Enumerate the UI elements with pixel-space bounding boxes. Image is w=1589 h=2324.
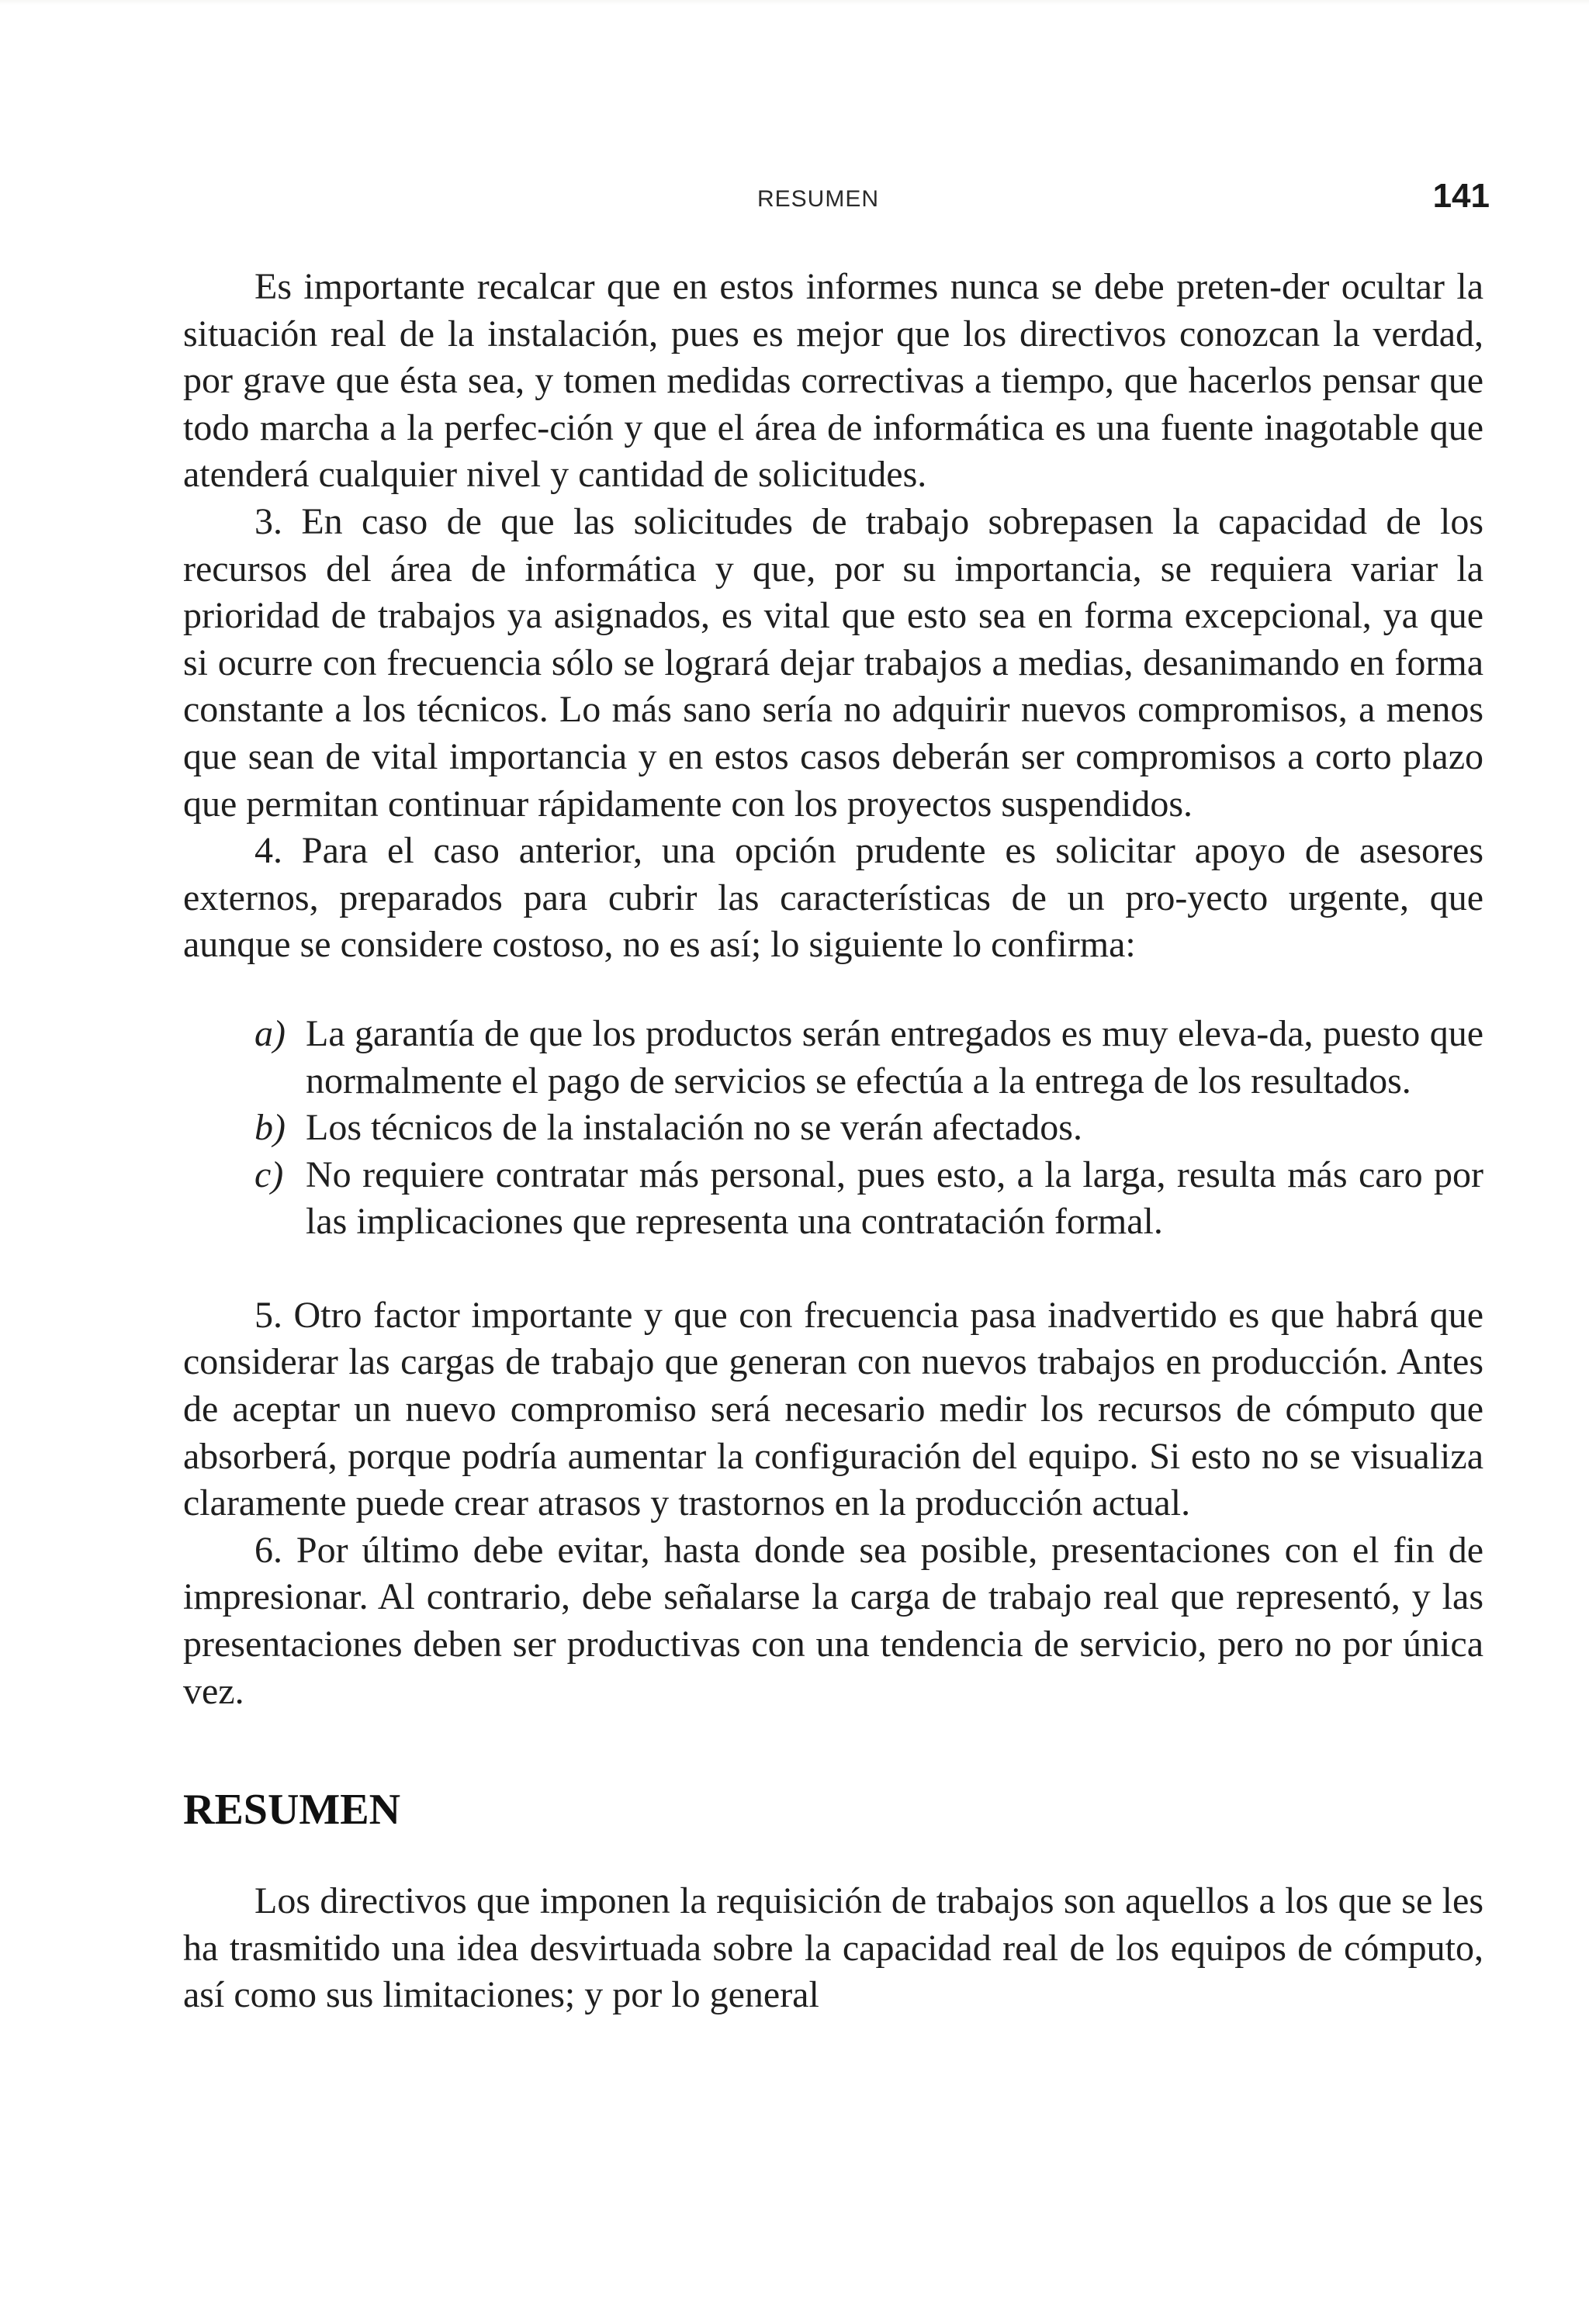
running-head: RESUMEN bbox=[757, 186, 880, 212]
paragraph-intro: Es importante recalcar que en estos informes nunca se debe preten-der ocultar la situación real de la instalación, pues es mejor que los directivos conozcan la verdad, por grave que ésta sea, y tomen medidas correctivas a tiempo, que hacerlos pensar que todo marcha a la perfec-ción y que el área de informática es una fuente inagotable que atenderá cualquier nivel y cantidad de solicitudes. bbox=[183, 266, 1483, 496]
section-heading: RESUMEN bbox=[183, 1786, 401, 1835]
advantages-list bbox=[183, 1011, 1483, 1246]
page-number: 141 bbox=[1432, 177, 1490, 215]
list-item bbox=[183, 1011, 1483, 1105]
paragraph-point-6: 6. Por último debe evitar, hasta donde sea posible, presentaciones con el fin de impresionar. Al contrario, debe señalarse la carga de trabajo real que representó, y las presentaciones deben ser productivas con una tendencia de servicio, pero no por única vez. bbox=[183, 1529, 1483, 1712]
list-item-text: No requiere contratar más personal, pues esto, a la larga, resulta más caro por las implicaciones que representa una contratación formal. bbox=[306, 1153, 1483, 1243]
list-item-text: La garantía de que los productos serán entregados es muy eleva-da, puesto que normalmente el pago de servicios se efectúa a la entrega de los resultados. bbox=[306, 1012, 1483, 1101]
paragraph-point-4: 4. Para el caso anterior, una opción prudente es solicitar apoyo de asesores externos, preparados para cubrir las características de un pro-yecto urgente, que aunque se considere costoso, no es así; lo siguiente lo confirma: bbox=[183, 830, 1483, 966]
section-paragraph: Los directivos que imponen la requisición de trabajos son aquellos a los que se les ha trasmitido una idea desvirtuada sobre la capacidad real de los equipos de cómputo, así como sus limitaciones; y por lo general bbox=[183, 1880, 1483, 2016]
page-body bbox=[183, 264, 1483, 2019]
paragraph-point-3: 3. En caso de que las solicitudes de trabajo sobrepasen la capacidad de los recursos del área de informática y que, por su importancia, se requiera variar la prioridad de trabajos ya asignados, es vital que esto sea en forma excepcional, ya que si ocurre con frecuencia sólo se logrará dejar trabajos a medias, desanimando en forma constante a los técnicos. Lo más sano sería no adquirir nuevos compromisos, a menos que sean de vital importancia y en estos casos deberán ser compromisos a corto plazo que permitan continuar rápidamente con los proyectos suspendidos. bbox=[183, 500, 1483, 825]
paragraph-point-5: 5. Otro factor importante y que con frecuencia pasa inadvertido es que habrá que considerar las cargas de trabajo que generan con nuevos trabajos en producción. Antes de aceptar un nuevo compromiso será necesario medir los recursos de cómputo que absorberá, porque podría aumentar la configuración del equipo. Si esto no se visualiza claramente puede crear atrasos y trastornos en la producción actual. bbox=[183, 1294, 1483, 1524]
list-marker: a) bbox=[254, 1012, 286, 1054]
list-marker: b) bbox=[254, 1107, 286, 1149]
list-item bbox=[183, 1152, 1483, 1246]
list-marker: c) bbox=[254, 1153, 284, 1195]
list-item bbox=[183, 1105, 1483, 1152]
list-item-text: Los técnicos de la instalación no se verán afectados. bbox=[306, 1107, 1082, 1149]
